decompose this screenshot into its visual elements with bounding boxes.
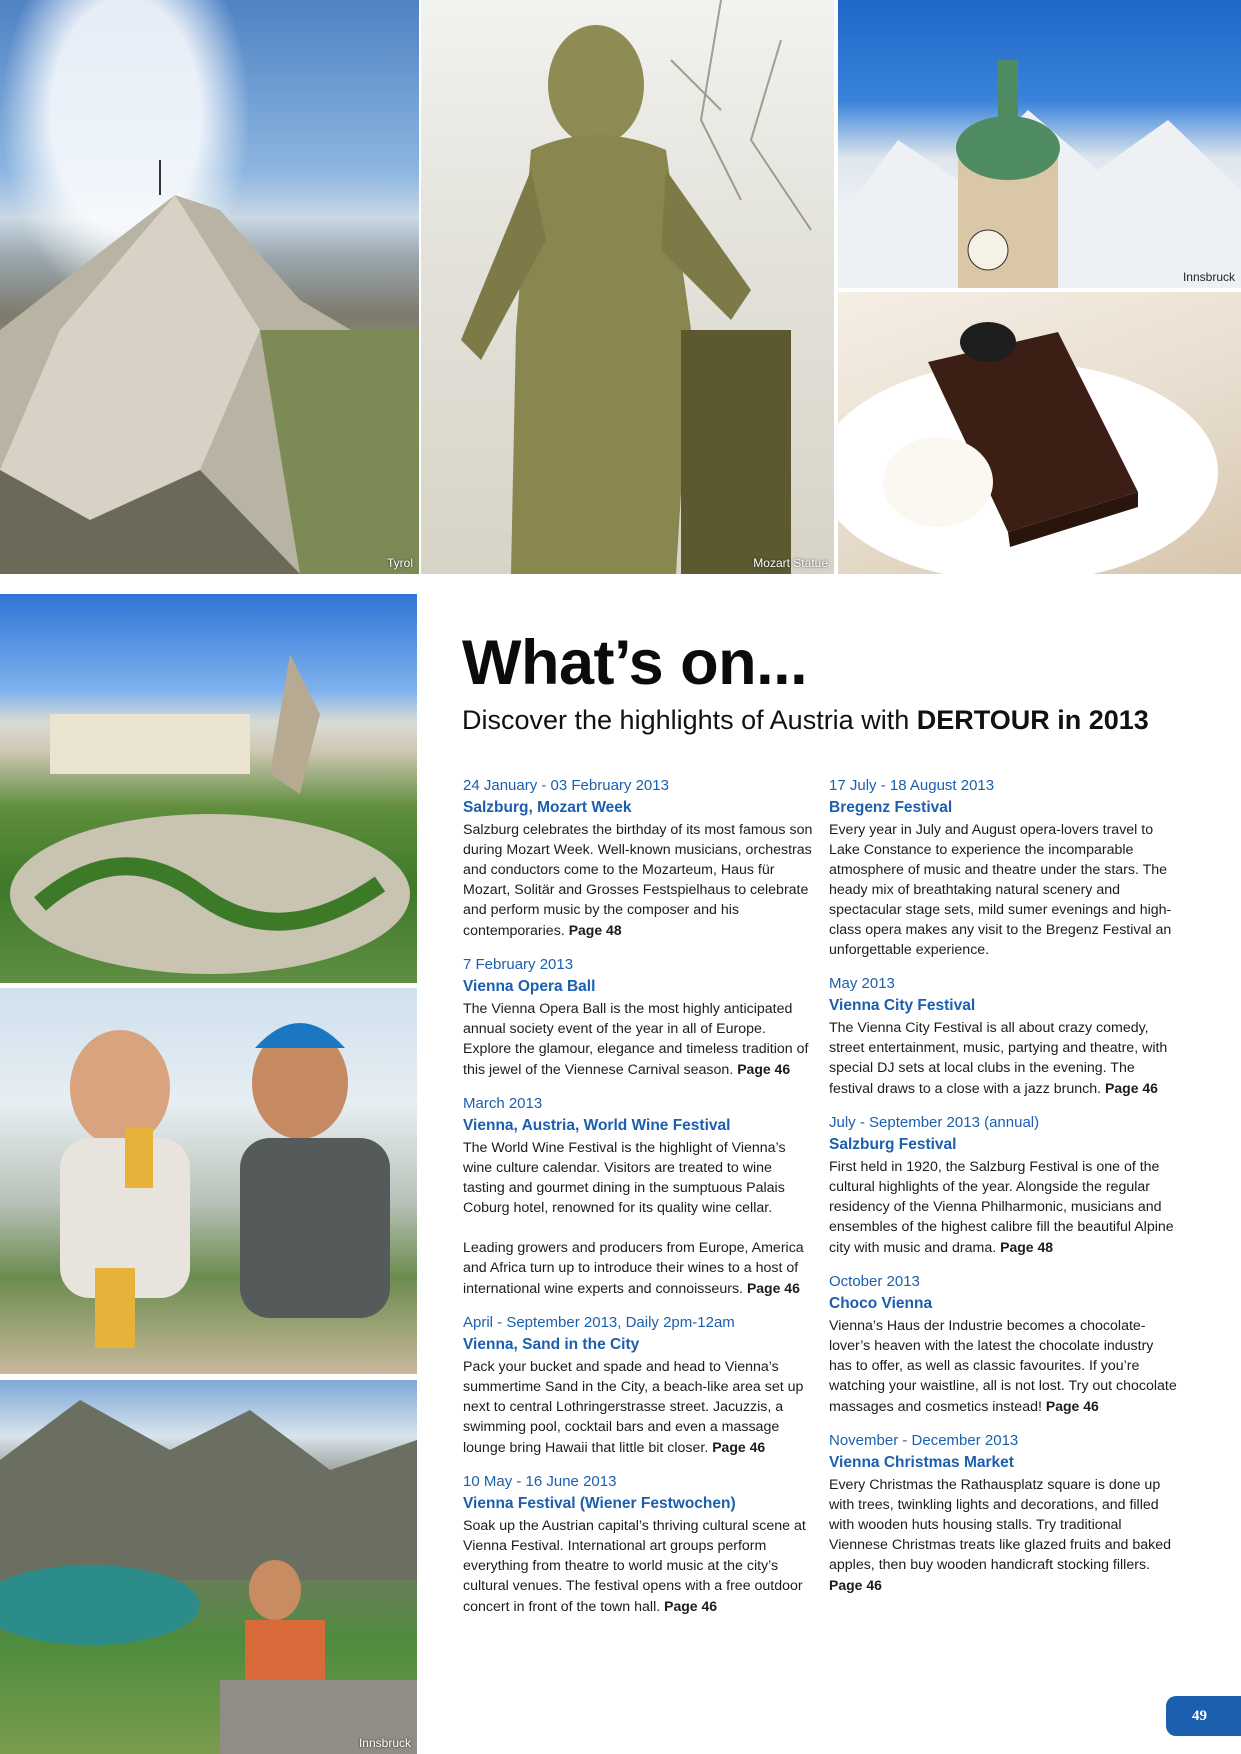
subtitle-brand: DERTOUR in 2013 (916, 705, 1149, 735)
event-date: 17 July - 18 August 2013 (829, 777, 995, 794)
event-page-ref: Page 46 (829, 1577, 882, 1593)
event-description (829, 820, 1179, 960)
event-description-text: First held in 1920, the Salzburg Festival is one of the cultural highlights of the year. Alongside the regular residency of the Vienna Philharmonic, musicians and ensembles of the highest calibre fill the beautiful Alpine city with music and drama. (829, 1159, 1174, 1256)
subtitle-text: Discover the highlights of Austria with (462, 705, 917, 735)
photo-caption: Innsbruck (358, 1736, 411, 1750)
event-page-ref: Page 46 (737, 1061, 791, 1077)
event-description (829, 1475, 1179, 1596)
event-title: Vienna Opera Ball (463, 978, 596, 995)
photo-caption: Innsbruck (1182, 270, 1235, 284)
event-item (463, 955, 813, 1080)
event-date: 7 February 2013 (463, 956, 574, 973)
event-item (463, 1313, 813, 1458)
heading-block (462, 628, 1202, 738)
event-title: Vienna, Austria, World Wine Festival (463, 1117, 731, 1134)
couple-illustration (0, 988, 417, 1374)
event-date: November - December 2013 (829, 1432, 1019, 1449)
photo-caption: Tyrol (386, 556, 413, 570)
event-date: March 2013 (463, 1095, 543, 1112)
event-page-ref: Page 46 (712, 1439, 766, 1455)
event-title: Bregenz Festival (829, 799, 953, 816)
event-title: Vienna, Sand in the City (463, 1336, 640, 1353)
event-title: Salzburg Festival (829, 1136, 957, 1153)
event-description (463, 1138, 813, 1218)
event-description-text: The World Wine Festival is the highlight of Vienna’s wine culture calendar. Visitors are treated to wine tasting and gourmet dining in the sumptuous Palais Coburg hotel, renowned for its quality wine cellar. (463, 1140, 786, 1216)
event-page-ref: Page 48 (1000, 1239, 1054, 1255)
garden-illustration (0, 594, 417, 983)
hikers-illustration (0, 1380, 417, 1754)
mountain-illustration (0, 0, 419, 574)
event-title: Vienna City Festival (829, 997, 976, 1014)
event-description-text: The Vienna City Festival is all about crazy comedy, street entertainment, music, partying and theatre, with special DJ sets at local clubs in the evening. The festival draws to a close with a jazz brunch. (829, 1020, 1168, 1097)
event-description-text: Leading growers and producers from Europe, America and Africa turn up to introduce their wines to a host of international wine experts and connoisseurs. (463, 1240, 804, 1297)
photo-couple-beer (0, 988, 417, 1374)
tower-illustration (838, 0, 1241, 288)
event-description-text: Vienna’s Haus der Industrie becomes a chocolate-lover’s heaven with the latest the chocolate industry has to offer, as well as classic favourites. If you’re watching your waistline, all is not lost. Try out chocolate massages and cosmetics instead! (829, 1318, 1177, 1415)
event-item (829, 974, 1179, 1099)
event-description (463, 820, 813, 941)
event-item (463, 1472, 813, 1617)
photo-sachertorte (838, 292, 1241, 574)
event-date: April - September 2013, Daily 2pm-12am (463, 1314, 735, 1331)
event-title: Vienna Festival (Wiener Festwochen) (463, 1495, 736, 1512)
cake-illustration (838, 292, 1241, 574)
event-description-text: Every year in July and August opera-lovers travel to Lake Constance to experience the incomparable atmosphere of music and theatre under the stars. The heady mix of breathtaking natural scenery and spectacular stage sets, mild sumer evenings and high-class opera makes any visit to the Bregenz Festival an unforgettable experience. (829, 822, 1172, 958)
event-item (829, 1431, 1179, 1596)
event-description-text: Soak up the Austrian capital’s thriving cultural scene at Vienna Festival. International art groups perform everything from theatre to world music at the city’s cultural venues. The festival opens with a free outdoor concert in front of the town hall. (463, 1518, 806, 1615)
statue-illustration (421, 0, 834, 574)
event-title: Salzburg, Mozart Week (463, 799, 632, 816)
event-date: May 2013 (829, 975, 895, 992)
event-page-ref: Page 46 (664, 1598, 718, 1614)
event-description (463, 1357, 813, 1458)
event-date: October 2013 (829, 1273, 920, 1290)
event-description (829, 1018, 1179, 1099)
photo-caption: Mozart Statue (753, 556, 828, 570)
event-item (829, 776, 1179, 960)
event-item (829, 1113, 1179, 1258)
event-title: Choco Vienna (829, 1295, 933, 1312)
event-description (463, 1238, 813, 1299)
event-date: 10 May - 16 June 2013 (463, 1473, 617, 1490)
event-item (463, 776, 813, 941)
event-description-text: The Vienna Opera Ball is the most highly anticipated annual society event of the year in all of Europe. Explore the glamour, elegance and timeless tradition of this jewel of the Viennese Carnival season. (463, 1001, 809, 1078)
photo-hikers-lake (0, 1380, 417, 1754)
event-page-ref: Page 48 (568, 922, 622, 938)
event-page-ref: Page 46 (1105, 1080, 1158, 1096)
event-description-text: Salzburg celebrates the birthday of its most famous son during Mozart Week. Well-known musicians, orchestras and conductors come to the Mozarteum, Haus für Mozart, Solitär and Grosses Festspielhaus to celebrate and perform music by the composer and his contemporaries. (463, 822, 813, 939)
photo-innsbruck-tower (838, 0, 1241, 288)
event-date: July - September 2013 (annual) (829, 1114, 1040, 1131)
event-description (463, 999, 813, 1080)
events-column-right (829, 776, 1179, 1610)
photo-mozart-statue (421, 0, 834, 574)
page-title: What’s on... (462, 628, 808, 698)
event-item (829, 1272, 1179, 1417)
page-subtitle (462, 702, 1202, 738)
event-date: 24 January - 03 February 2013 (463, 777, 669, 794)
event-item (463, 1094, 813, 1299)
event-description (463, 1516, 813, 1617)
events-column-left (463, 776, 813, 1631)
photo-mirabell-garden (0, 594, 417, 983)
photo-tyrol-summit (0, 0, 419, 574)
page-number-tab: 49 (1166, 1696, 1241, 1736)
event-title: Vienna Christmas Market (829, 1454, 1014, 1471)
event-description-text: Every Christmas the Rathausplatz square is done up with trees, twinkling lights and decorations, and filled with wooden huts housing stalls. Try traditional Viennese Christmas treats like glazed fruits and baked apples, then buy wooden handicraft stocking fillers. (829, 1477, 1171, 1573)
event-description (829, 1157, 1179, 1258)
event-description (829, 1316, 1179, 1417)
event-page-ref: Page 46 (1045, 1398, 1099, 1414)
event-description-text: Pack your bucket and spade and head to Vienna’s summertime Sand in the City, a beach-like area set up next to central Lothringerstrasse street. Jacuzzis, a swimming pool, cocktail bars and even a massage lounge bring Hawaii that little bit closer. (463, 1359, 804, 1456)
event-page-ref: Page 46 (746, 1280, 800, 1296)
